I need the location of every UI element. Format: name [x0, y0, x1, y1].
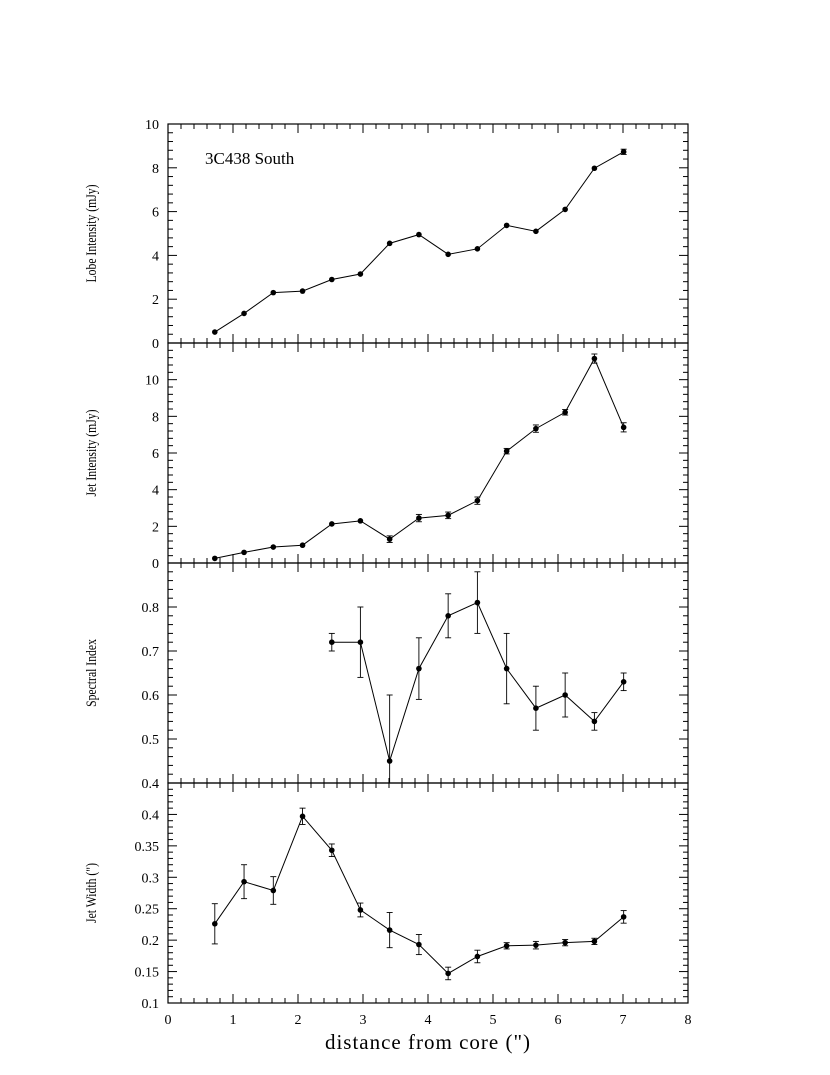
data-point: [416, 942, 422, 948]
data-point: [416, 515, 422, 521]
y-tick-label: 10: [145, 373, 159, 389]
data-point: [504, 666, 510, 672]
x-tick-label: 3: [359, 1013, 367, 1028]
data-point: [300, 542, 306, 548]
data-point: [621, 425, 627, 431]
y-tick-label: 2: [152, 520, 159, 536]
data-point: [329, 639, 335, 645]
data-point: [592, 939, 598, 945]
data-point: [533, 705, 539, 711]
data-point: [358, 271, 364, 277]
y-tick-label: 0.15: [134, 965, 159, 981]
y-tick-label: 0.4: [141, 777, 159, 792]
data-point: [475, 246, 481, 252]
data-point: [621, 914, 627, 920]
x-axis-label: distance from core ("): [324, 1030, 532, 1054]
data-point: [329, 847, 335, 853]
data-point: [562, 207, 568, 213]
data-point: [387, 241, 393, 247]
y-tick-label: 6: [152, 205, 159, 221]
data-point: [621, 149, 627, 155]
y-tick-label: 0.35: [134, 839, 159, 855]
x-tick-label: 7: [619, 1013, 627, 1028]
x-axis: [165, 1013, 692, 1028]
y-tick-label: 2: [152, 293, 159, 309]
y-tick-label: 10: [145, 118, 159, 133]
panels: [83, 118, 688, 1012]
data-point: [387, 927, 393, 933]
data-point: [241, 879, 247, 885]
y-tick-label: 0.2: [141, 934, 159, 950]
panel-frame: [168, 563, 688, 783]
series-line: [215, 152, 624, 332]
y-tick-label: 6: [152, 447, 159, 462]
data-point: [504, 943, 510, 949]
x-tick-label: 6: [554, 1013, 562, 1028]
data-point: [300, 814, 306, 820]
data-point: [445, 252, 451, 258]
y-tick-label: 0: [152, 557, 159, 572]
y-tick-label: 0.4: [141, 808, 159, 824]
data-point: [329, 521, 335, 527]
data-point: [416, 666, 422, 672]
data-point: [562, 410, 568, 416]
data-point: [533, 942, 539, 948]
data-point: [533, 229, 539, 235]
data-point: [504, 448, 510, 454]
data-point: [212, 329, 218, 335]
data-point: [445, 971, 451, 977]
data-point: [271, 888, 277, 894]
panel-frame: [168, 783, 688, 1003]
data-point: [416, 232, 422, 238]
data-point: [592, 719, 598, 725]
x-tick-label: 0: [164, 1013, 172, 1028]
y-tick-label: 4: [152, 249, 159, 265]
data-point: [358, 907, 364, 913]
data-point: [358, 639, 364, 645]
panel-width: [83, 783, 688, 1012]
y-tick-label: 4: [152, 483, 159, 499]
data-point: [533, 426, 539, 432]
panel-jet: [83, 343, 688, 572]
data-point: [387, 536, 393, 542]
data-point: [300, 288, 306, 294]
data-point: [475, 600, 481, 606]
y-tick-label: 0.1: [141, 997, 159, 1012]
data-point: [504, 223, 510, 229]
data-point: [271, 290, 277, 296]
y-tick-label: 0.25: [134, 902, 159, 918]
series-line: [215, 359, 624, 559]
y-axis-label: Lobe Intensity (mJy): [82, 184, 100, 283]
panel-title: 3C438 South: [205, 149, 295, 168]
data-point: [445, 613, 451, 619]
y-tick-label: 0.7: [141, 645, 159, 660]
data-point: [387, 758, 393, 764]
y-tick-label: 0.8: [141, 601, 159, 616]
data-point: [475, 954, 481, 960]
data-point: [241, 311, 247, 317]
y-tick-label: 8: [152, 410, 159, 426]
y-tick-label: 0.6: [141, 689, 159, 704]
y-axis-label: Jet Intensity (mJy): [82, 409, 100, 497]
data-point: [621, 679, 627, 685]
data-point: [212, 921, 218, 927]
data-point: [445, 513, 451, 519]
y-axis-label: Spectral Index: [82, 639, 100, 707]
panel-frame: [168, 343, 688, 563]
x-tick-label: 8: [684, 1013, 692, 1028]
y-tick-label: 0.3: [141, 871, 159, 887]
panel-spectral: [83, 563, 688, 792]
x-tick-label: 5: [489, 1013, 497, 1028]
x-tick-label: 2: [294, 1013, 302, 1028]
y-tick-label: 0: [152, 337, 159, 352]
x-tick-label: 1: [229, 1013, 237, 1028]
data-point: [329, 277, 335, 283]
y-tick-label: 8: [152, 161, 159, 177]
data-point: [212, 556, 218, 562]
y-axis-label: Jet Width ("): [82, 863, 100, 923]
x-tick-label: 4: [424, 1013, 432, 1028]
data-point: [592, 356, 598, 362]
data-point: [475, 498, 481, 504]
panel-lobe: [83, 118, 688, 352]
y-tick-label: 0.5: [141, 733, 159, 748]
data-point: [241, 550, 247, 556]
data-point: [271, 544, 277, 550]
data-point: [562, 940, 568, 946]
data-point: [358, 518, 364, 524]
data-point: [592, 165, 598, 171]
data-point: [562, 692, 568, 698]
